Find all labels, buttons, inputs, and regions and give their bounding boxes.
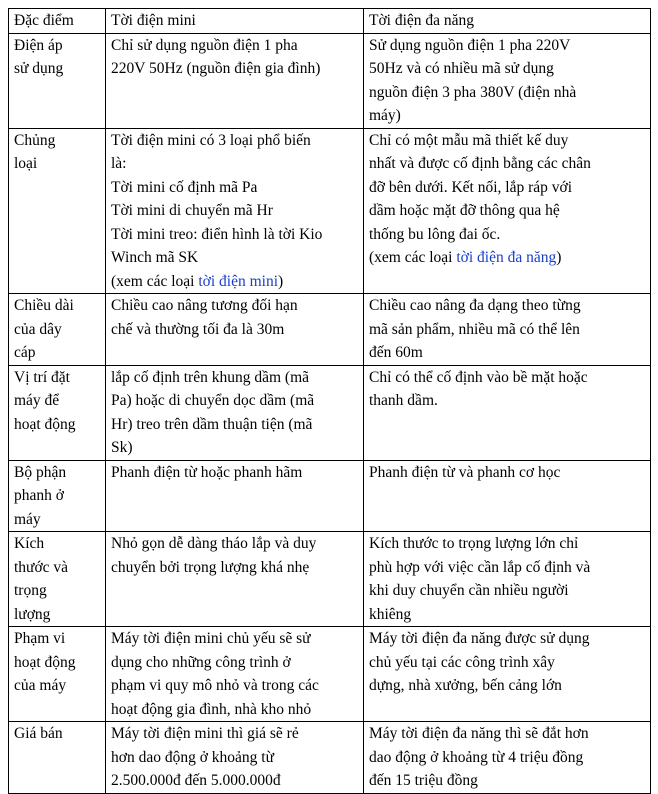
multi-line: nhất và được cố định bằng các chân (369, 155, 591, 172)
multi-cell (364, 460, 651, 532)
mini-line: Máy tời điện mini chủ yếu sẽ sử (111, 630, 311, 647)
feature-cell (9, 532, 106, 627)
mini-cell (106, 33, 364, 128)
feature-line: phanh ở (14, 487, 64, 504)
mini-line: là: (111, 155, 127, 172)
multi-cell (364, 33, 651, 128)
feature-line: máy để (14, 392, 60, 409)
multi-cell (364, 532, 651, 627)
mini-cell (106, 294, 364, 366)
multi-line: nguồn điện 3 pha 380V (điện nhà (369, 83, 577, 101)
feature-line: máy (14, 510, 41, 528)
multi-cell (364, 722, 651, 794)
mini-line: 220V 50Hz (nguồn điện gia đình) (111, 60, 321, 77)
mini-line: dụng cho những công trình ở (111, 653, 291, 671)
feature-line: cáp (14, 344, 36, 361)
mini-line: hoạt động gia đình, nhà kho nhỏ (111, 700, 312, 718)
multi-line: mã sản phẩm, nhiều mã có thể lên (369, 320, 580, 338)
feature-line: Chủng (14, 131, 56, 149)
feature-line: Kích (14, 535, 45, 552)
mini-line: Tời mini cố định mã Pa (111, 178, 258, 196)
feature-line: thước và (14, 558, 69, 576)
feature-cell (9, 33, 106, 128)
multi-line: Chỉ có thể cố định vào bề mặt hoặc (369, 368, 588, 386)
mini-cell (106, 365, 364, 460)
multi-line: dựng, nhà xưởng, bến cảng lớn (369, 677, 562, 694)
mini-line: Sk) (111, 439, 133, 456)
multi-line: thanh dầm. (369, 392, 438, 409)
feature-line: Giá bán (14, 725, 63, 742)
multi-line: Máy tời điện đa năng được sử dụng (369, 630, 590, 647)
mini-cell (106, 627, 364, 722)
mini-cell (106, 722, 364, 794)
mini-line: chế và thường tối đa là 30m (111, 320, 285, 338)
multi-line: Kích thước to trọng lượng lớn chỉ (369, 535, 579, 552)
multi-line: chủ yếu tại các công trình xây (369, 653, 555, 671)
multi-line: Phanh điện từ và phanh cơ học (369, 463, 561, 481)
mini-line: phạm vi quy mô nhỏ và trong các (111, 677, 319, 694)
header-row (9, 9, 651, 34)
multi-line: Chiều cao nâng đa dạng theo từng (369, 297, 581, 314)
row-price (9, 722, 651, 794)
feature-cell (9, 722, 106, 794)
feature-line: sử dụng (14, 60, 64, 77)
multi-cell (364, 294, 651, 366)
header-multi: Tời điện đa năng (364, 9, 651, 34)
mini-line: hơn dao động ở khoảng từ (111, 748, 274, 766)
mini-line: Hr) treo trên dầm thuận tiện (mã (111, 415, 313, 433)
multi-link-suffix: ) (556, 249, 562, 266)
mini-line: Nhỏ gọn dễ dàng tháo lắp và duy (111, 535, 317, 552)
feature-line: Điện áp (14, 36, 63, 54)
mini-cell (106, 460, 364, 532)
feature-line: hoạt động (14, 415, 76, 433)
comparison-table (8, 8, 651, 794)
mini-winch-link[interactable]: tời điện mini (198, 272, 279, 290)
feature-line: lượng (14, 605, 51, 623)
feature-cell (9, 627, 106, 722)
multi-cell (364, 365, 651, 460)
multi-line: phù hợp với việc cần lắp cố định và (369, 558, 591, 576)
mini-line: Máy tời điện mini thì giá sẽ rẻ (111, 725, 299, 742)
row-cable-length (9, 294, 651, 366)
mini-line: Pa) hoặc di chuyển dọc dầm (mã (111, 392, 315, 409)
mini-line: Chiều cao nâng tương đối hạn (111, 297, 298, 314)
multi-line: đến 60m (369, 344, 423, 361)
row-size-weight (9, 532, 651, 627)
multi-line: 50Hz và có nhiều mã sử dụng (369, 60, 554, 77)
multi-link-line (369, 246, 644, 270)
multi-cell (364, 627, 651, 722)
feature-line: Chiều dài (14, 297, 74, 314)
mini-line: Tời mini di chuyển mã Hr (111, 202, 273, 219)
multi-line: dầm hoặc mặt đỡ thông qua hệ (369, 202, 560, 219)
feature-cell (9, 460, 106, 532)
feature-cell (9, 128, 106, 294)
feature-line: Vị trí đặt (14, 368, 70, 386)
multi-line: đỡ bên dưới. Kết nối, lắp ráp với (369, 178, 573, 196)
mini-line: lắp cố định trên khung dầm (mã (111, 368, 310, 386)
mini-cell (106, 128, 364, 294)
mini-line: Tời điện mini có 3 loại phổ biến (111, 131, 311, 149)
mini-link-line (111, 270, 357, 294)
row-scope (9, 627, 651, 722)
row-types (9, 128, 651, 294)
header-mini: Tời điện mini (106, 9, 364, 34)
multi-line: Sử dụng nguồn điện 1 pha 220V (369, 36, 571, 54)
mini-line: Chỉ sử dụng nguồn điện 1 pha (111, 36, 298, 54)
multi-line: máy) (369, 107, 401, 124)
multi-line: Máy tời điện đa năng thì sẽ đắt hơn (369, 725, 589, 742)
mini-cell (106, 532, 364, 627)
row-brake (9, 460, 651, 532)
multi-link-prefix: (xem các loại (369, 249, 457, 266)
multi-winch-link[interactable]: tời điện đa năng (456, 249, 557, 266)
mini-line: 2.500.000đ đến 5.000.000đ (111, 772, 281, 789)
feature-line: loại (14, 155, 38, 172)
feature-line: hoạt động (14, 653, 76, 671)
mini-line: chuyển bởi trọng lượng khá nhẹ (111, 558, 310, 576)
feature-line: của dây (14, 320, 62, 338)
multi-cell (364, 128, 651, 294)
multi-line: khiêng (369, 605, 412, 623)
feature-cell (9, 365, 106, 460)
multi-line: thống bu lông đai ốc. (369, 225, 501, 243)
multi-line: khi duy chuyển cần nhiều người (369, 582, 569, 599)
mini-line: Phanh điện từ hoặc phanh hãm (111, 463, 303, 481)
header-feature: Đặc điểm (9, 9, 106, 34)
feature-cell (9, 294, 106, 366)
row-voltage (9, 33, 651, 128)
row-position (9, 365, 651, 460)
multi-line: dao động ở khoảng từ 4 triệu đồng (369, 748, 584, 766)
multi-line: Chỉ có một mẫu mã thiết kế duy (369, 131, 569, 149)
multi-line: đến 15 triệu đồng (369, 772, 478, 789)
mini-link-suffix: ) (278, 272, 284, 290)
mini-line: Tời mini treo: điển hình là tời Kio (111, 225, 323, 243)
feature-line: Bộ phận (14, 463, 67, 481)
feature-line: trọng (14, 582, 47, 599)
feature-line: Phạm vi (14, 630, 66, 647)
feature-line: của máy (14, 677, 67, 694)
mini-link-prefix: (xem các loại (111, 272, 199, 290)
mini-line: Winch mã SK (111, 249, 199, 266)
